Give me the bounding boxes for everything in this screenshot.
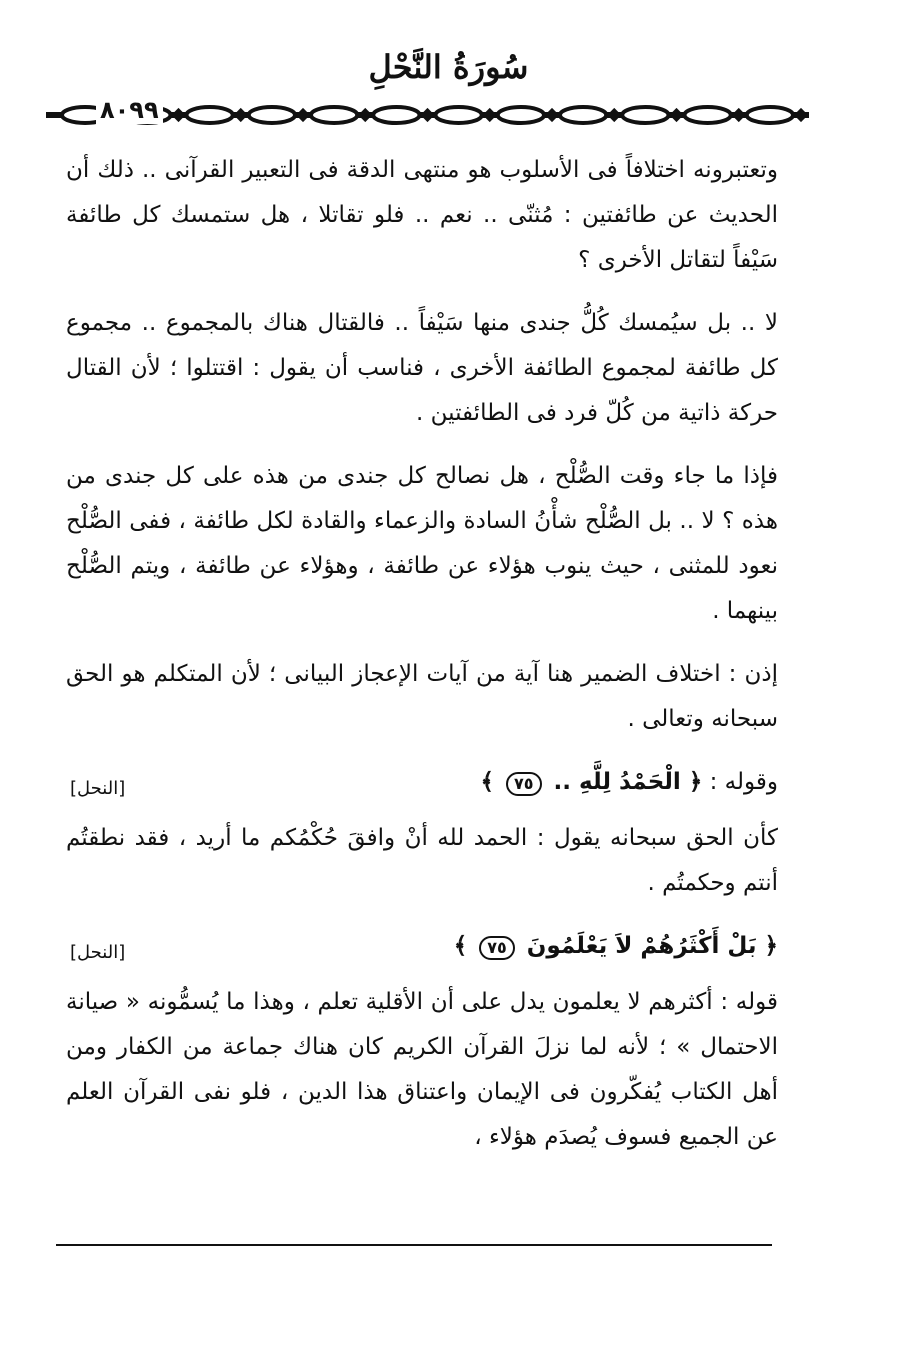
ornament-diamond bbox=[483, 108, 497, 122]
ornament-diamond bbox=[669, 108, 683, 122]
paragraph-5: كأن الحق سبحانه يقول : الحمد لله أنْ وافقَ حُكْمُكم ما أريد ، فقد نطقتُم أنتم وحكمتُم . bbox=[66, 825, 778, 896]
paragraph-4: إذن : اختلاف الضمير هنا آية من آيات الإعجاز البيانى ؛ لأن المتكلم هو الحق سبحانه وتعالى . bbox=[66, 661, 778, 732]
ornament-link bbox=[685, 107, 731, 123]
verse-number-badge: ٧٥ bbox=[479, 936, 515, 960]
verse-number-badge: ٧٥ bbox=[506, 772, 542, 796]
ornament-diamond bbox=[420, 108, 434, 122]
verse-quote: ﴿ بَلْ أَكْثَرُهُمْ لاَ يَعْلَمُونَ bbox=[526, 933, 778, 959]
verse-close-bracket: ﴾ bbox=[453, 933, 468, 959]
paragraph-3: فإذا ما جاء وقت الصُّلْح ، هل نصالح كل جندى من هذه على كل جندى من هذه ؟ لا .. بل الصُّلْح شأْنُ السادة والزعماء والقادة لكل طائفة ، ففى الصُّلْح نعود للمثنى ، حيث ينوب هؤلاء عن طائفة ، وهؤلاء عن طائفة ، ويتم الصُّلْح بينهما . bbox=[66, 463, 778, 624]
verse-lead: وقوله : bbox=[702, 769, 778, 795]
ornament-link bbox=[249, 107, 295, 123]
ornament-link bbox=[373, 107, 419, 123]
surah-reference: [النحل] bbox=[70, 942, 126, 963]
verse-75-a bbox=[66, 756, 778, 816]
ornament-link bbox=[187, 107, 233, 123]
ornament-diamond bbox=[607, 108, 621, 122]
ornament-diamond bbox=[545, 108, 559, 122]
ornament-diamond bbox=[171, 108, 185, 122]
verse-text bbox=[454, 924, 778, 969]
paragraph-2: لا .. بل سيُمسك كُلُّ جندى منها سَيْفاً .. فالقتال هناك بالمجموع .. مجموع كل طائفة لمجموع الطائفة الأخرى ، فناسب أن يقول : اقتتلوا ؛ لأن القتال حركة ذاتية من كُلّ فرد فى الطائفتين . bbox=[66, 310, 778, 426]
paragraph-6: قوله : أكثرهم لا يعلمون يدل على أن الأقلية تعلم ، وهذا ما يُسمُّونه « صيانة الاحتمال » ؛ لأنه لما نزلَ القرآن الكريم كان هناك جماعة من الكفار ومن أهل الكتاب يُفكّرون فى الإيمان واعتناق هذا الدين ، فلو نفى القرآن العلم عن الجميع فسوف يُصدَم هؤلاء ، bbox=[66, 989, 778, 1150]
ornament-diamond bbox=[794, 108, 808, 122]
page-number: ٨٠٩٩ bbox=[96, 96, 163, 124]
verse-text bbox=[481, 760, 779, 805]
footer-rule bbox=[56, 1244, 772, 1246]
ornament-diamond bbox=[296, 108, 310, 122]
paragraph-1: وتعتبرونه اختلافاً فى الأسلوب هو منتهى الدقة فى التعبير القرآنى .. ذلك أن الحديث عن طائفتين : مُثنّى .. نعم .. فلو تقاتلا ، هل ستمسك كل طائفة سَيْفاً لتقاتل الأخرى ؟ bbox=[66, 157, 778, 273]
ornament-diamond bbox=[732, 108, 746, 122]
ornament-link bbox=[747, 107, 793, 123]
ornament-diamond bbox=[234, 108, 248, 122]
verse-75-b bbox=[66, 920, 778, 980]
surah-reference: [النحل] bbox=[70, 778, 126, 799]
ornament-diamond bbox=[358, 108, 372, 122]
verse-close-bracket: ﴾ bbox=[480, 769, 494, 795]
ornament-link bbox=[436, 107, 482, 123]
ornament-link bbox=[622, 107, 668, 123]
surah-title: سُورَةُ النَّحْلِ bbox=[368, 48, 529, 86]
page-body bbox=[66, 148, 778, 1178]
ornament-link bbox=[311, 107, 357, 123]
verse-quote: ﴿ الْحَمْدُ لِلَّهِ .. bbox=[553, 769, 703, 795]
ornament-link bbox=[560, 107, 606, 123]
ornament-link bbox=[498, 107, 544, 123]
